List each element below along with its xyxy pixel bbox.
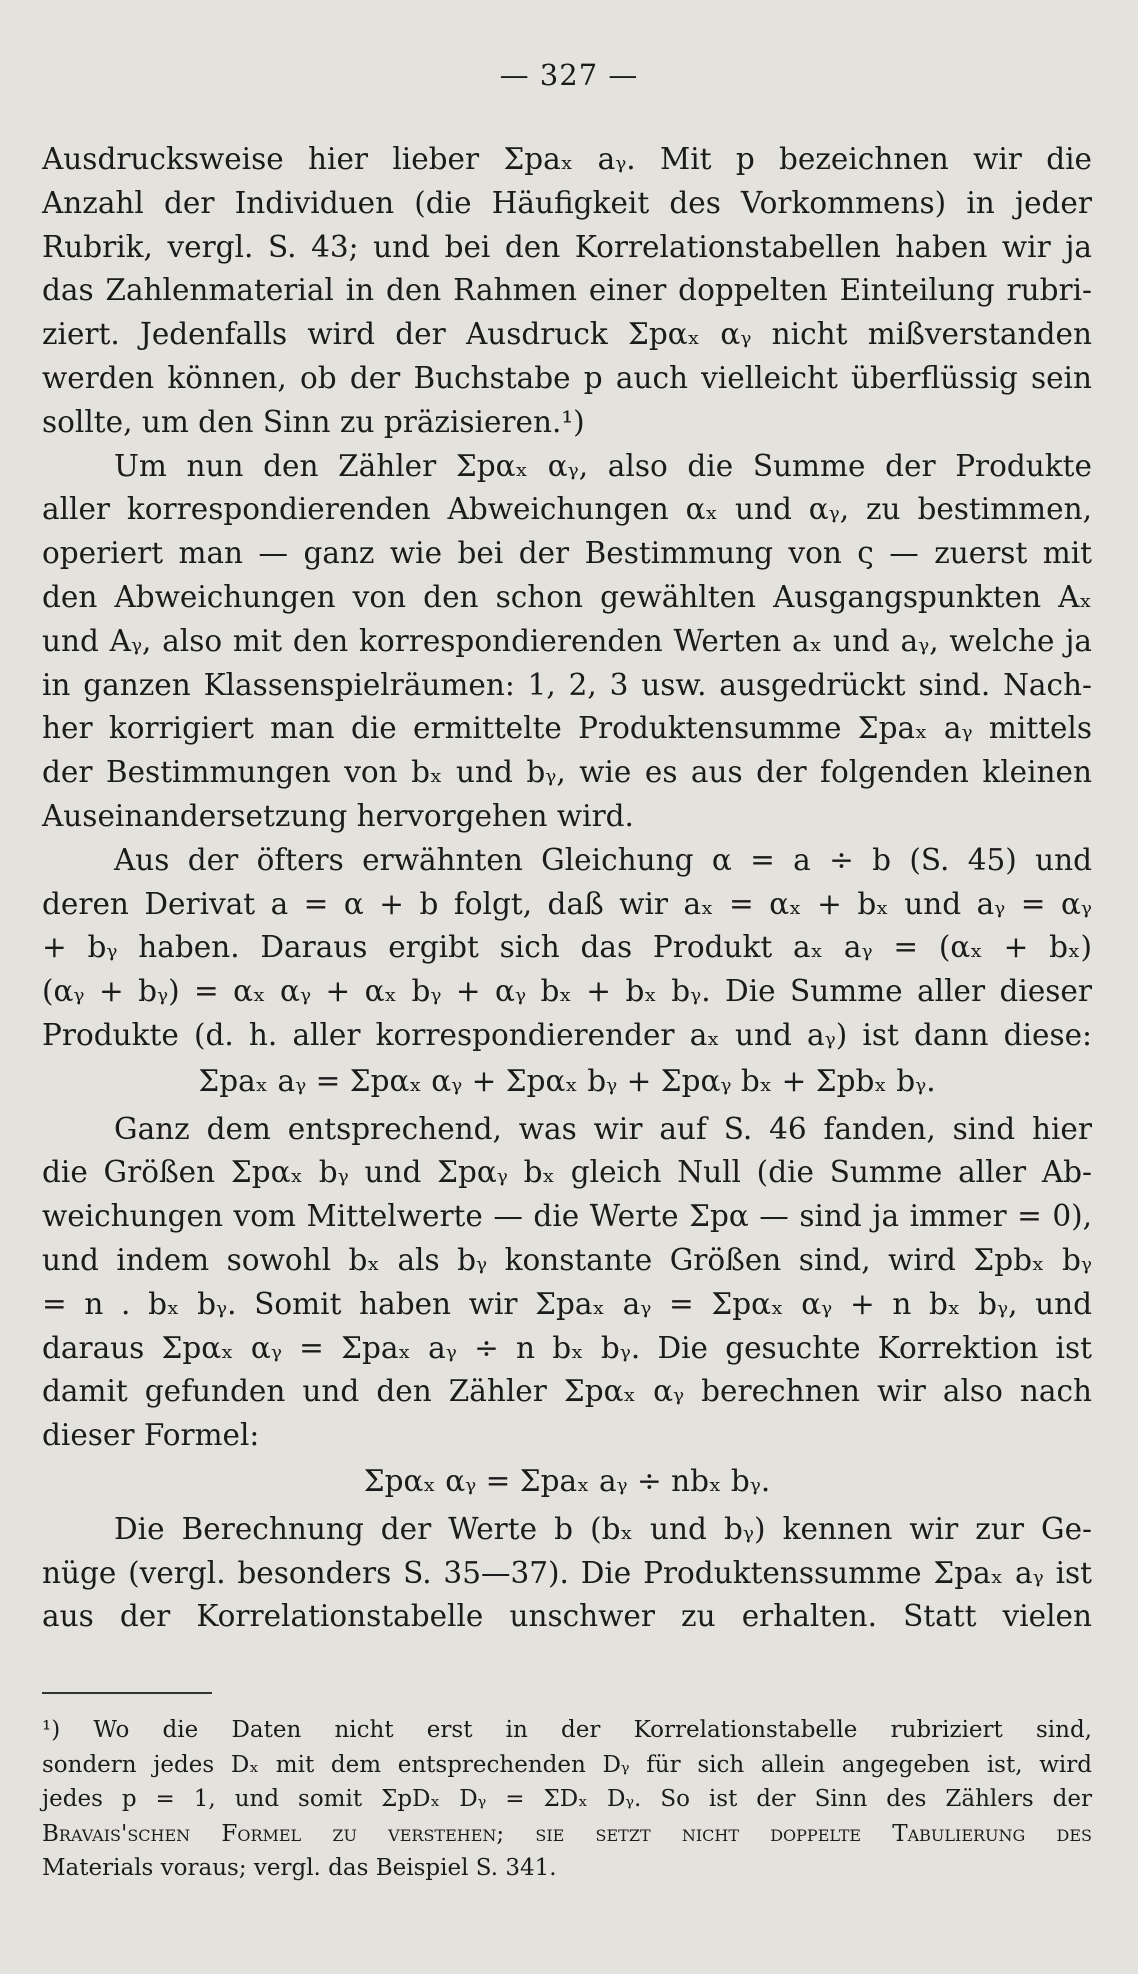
footnote-divider [42, 1692, 212, 1694]
text-line: Anzahl der Individuen (die Häufigkeit des Vorkommens) in jeder [42, 185, 1092, 220]
text-line: Aus der öfters erwähnten Gleichung α = a ÷ b (S. 45) und [114, 842, 1092, 877]
text-line: Die Berechnung der Werte b (bₓ und bᵧ) kennen wir zur Ge- [114, 1511, 1092, 1546]
text-line: sollte, um den Sinn zu präzisieren.¹) [42, 404, 585, 439]
footnote-line: jedes p = 1, und somit ΣpDₓ Dᵧ = ΣDₓ Dᵧ. So ist der Sinn des Zählers der [42, 1786, 1092, 1812]
text-line: in ganzen Klassenspielräumen: 1, 2, 3 usw. ausgedrückt sind. Nach- [42, 667, 1092, 702]
text-line: werden können, ob der Buchstabe p auch vielleicht überflüssig sein [42, 360, 1092, 395]
text-line: die Größen Σpαₓ bᵧ und Σpαᵧ bₓ gleich Null (die Summe aller Ab- [42, 1155, 1092, 1190]
text-line: weichungen vom Mittelwerte — die Werte Σpα — sind ja immer = 0), [42, 1199, 1092, 1234]
text-line: Produkte (d. h. aller korrespondierender aₓ und aᵧ) ist dann diese: [42, 1017, 1092, 1052]
text-line: Σpαₓ αᵧ = Σpaₓ aᵧ ÷ nbₓ bᵧ. [363, 1463, 771, 1498]
text-line: Um nun den Zähler Σpαₓ αᵧ, also die Summe der Produkte [114, 448, 1092, 483]
text-line: (αᵧ + bᵧ) = αₓ αᵧ + αₓ bᵧ + αᵧ bₓ + bₓ bᵧ. Die Summe aller dieser [42, 974, 1092, 1009]
footnote-line: sondern jedes Dₓ mit dem entsprechenden Dᵧ für sich allein angegeben ist, wird [42, 1751, 1092, 1778]
text-line: daraus Σpαₓ αᵧ = Σpaₓ aᵧ ÷ n bₓ bᵧ. Die gesuchte Korrektion ist [42, 1330, 1092, 1365]
text-line: aus der Korrelationstabelle unschwer zu erhalten. Statt vielen [42, 1599, 1092, 1634]
footnotes [42, 1713, 1092, 1886]
body-text [42, 138, 1092, 1639]
text-line: das Zahlenmaterial in den Rahmen einer doppelten Einteilung rubri- [42, 273, 1092, 308]
text-line: nüge (vergl. besonders S. 35—37). Die Produktenssumme Σpaₓ aᵧ ist [42, 1555, 1092, 1590]
text-line: der Bestimmungen von bₓ und bᵧ, wie es aus der folgenden kleinen [42, 755, 1092, 790]
text-line: damit gefunden und den Zähler Σpαₓ αᵧ berechnen wir also nach [42, 1374, 1092, 1409]
text-line: ziert. Jedenfalls wird der Ausdruck Σpαₓ αᵧ nicht mißverstanden [42, 317, 1092, 352]
text-line: + bᵧ haben. Daraus ergibt sich das Produkt aₓ aᵧ = (αₓ + bₓ) [42, 930, 1092, 965]
text-line: operiert man — ganz wie bei der Bestimmung von ς — zuerst mit [42, 536, 1092, 571]
text-line: deren Derivat a = α + b folgt, daß wir aₓ = αₓ + bₓ und aᵧ = αᵧ [42, 886, 1092, 921]
text-line: Ausdrucksweise hier lieber Σpaₓ aᵧ. Mit p bezeichnen wir die [42, 142, 1092, 176]
text-line: dieser Formel: [42, 1418, 260, 1453]
text-line: Σpaₓ aᵧ = Σpαₓ αᵧ + Σpαₓ bᵧ + Σpαᵧ bₓ + Σpbₓ bᵧ. [198, 1063, 936, 1098]
footnote-line: ¹) Wo die Daten nicht erst in der Korrelationstabelle rubriziert sind, [42, 1717, 1092, 1743]
text-line: und Aᵧ, also mit den korrespondierenden Werten aₓ und aᵧ, welche ja [42, 623, 1092, 658]
text-line: Ganz dem entsprechend, was wir auf S. 46 fanden, sind hier [114, 1111, 1092, 1146]
text-line: den Abweichungen von den schon gewählten Ausgangspunkten Aₓ [42, 579, 1092, 614]
footnote-line: Bravais'schen Formel zu verstehen; sie setzt nicht doppelte Tabulierung des [42, 1820, 1092, 1847]
text-line: = n . bₓ bᵧ. Somit haben wir Σpaₓ aᵧ = Σpαₓ αᵧ + n bₓ bᵧ, und [42, 1286, 1092, 1321]
text-line: aller korrespondierenden Abweichungen αₓ und αᵧ, zu bestimmen, [42, 492, 1092, 527]
text-line: Rubrik, vergl. S. 43; und bei den Korrelationstabellen haben wir ja [42, 229, 1092, 264]
footnote-line: Materials voraus; vergl. das Beispiel S. 341. [42, 1855, 557, 1881]
text-line: her korrigiert man die ermittelte Produktensumme Σpaₓ aᵧ mittels [42, 711, 1092, 746]
text-line: und indem sowohl bₓ als bᵧ konstante Größen sind, wird Σpbₓ bᵧ [42, 1242, 1092, 1277]
page-number: — 327 — [499, 58, 639, 92]
text-line: Auseinandersetzung hervorgehen wird. [42, 798, 634, 833]
